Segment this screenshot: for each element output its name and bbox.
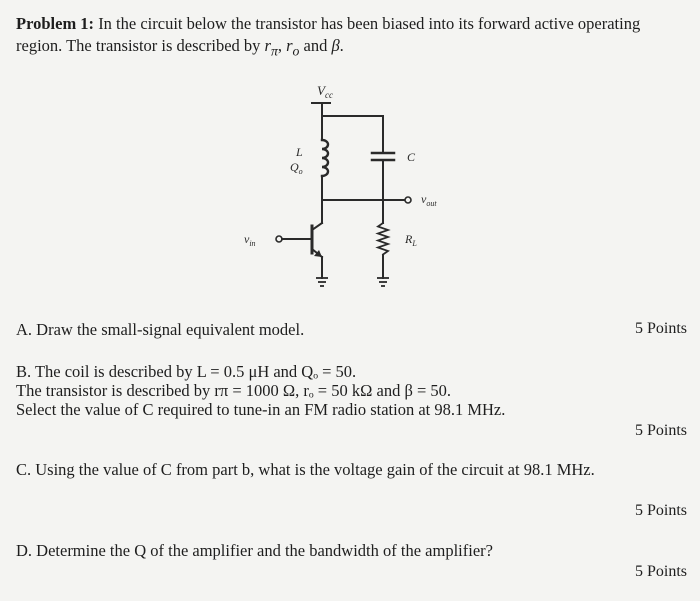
vin-label: $v_{in}$ [244, 232, 256, 248]
inductor-coil [322, 140, 328, 176]
part-d-question: D. Determine the Q of the amplifier and the bandwidth of the amplifier? [16, 541, 493, 560]
ground-symbol-emitter [316, 278, 328, 286]
problem-heading: Problem 1: [16, 14, 95, 33]
part-a-points: 5 Points [635, 320, 688, 337]
problem-statement-line-2: region. The transistor is described by $r_\pi$, $r_o$ and β. [16, 36, 344, 59]
vout-terminal [405, 197, 411, 203]
part-d-points: 5 Points [635, 563, 688, 580]
part-b-line-1: B. The coil is described by L = 0.5 μH and Qₒ = 50. [16, 362, 357, 381]
ground-symbol-load [377, 278, 389, 286]
rl-label: $R_L$ [405, 232, 417, 248]
part-a-question: A. Draw the small-signal equivalent model. [16, 320, 305, 339]
part-c-question: C. Using the value of C from part b, what is the voltage gain of the circuit at 98.1 MHz. [16, 460, 595, 479]
vcc-label: $V_{cc}$ [317, 83, 333, 100]
capacitor-label: C [407, 150, 416, 164]
load-resistor [378, 223, 388, 255]
part-b-line-3: Select the value of C required to tune-in an FM radio station at 98.1 MHz. [16, 400, 506, 419]
problem-line-1: In the circuit below the transistor has been biased into its forward active operating [94, 14, 641, 33]
part-b-points: 5 Points [635, 422, 688, 439]
vout-label: $v_{out}$ [421, 192, 437, 208]
inductor-q-label: $Q_o$ [290, 160, 303, 176]
part-c-points: 5 Points [635, 502, 688, 519]
inductor-label: L [296, 145, 303, 159]
part-b-line-2: The transistor is described by rπ = 1000 Ω, rₒ = 50 kΩ and β = 50. [16, 381, 452, 400]
